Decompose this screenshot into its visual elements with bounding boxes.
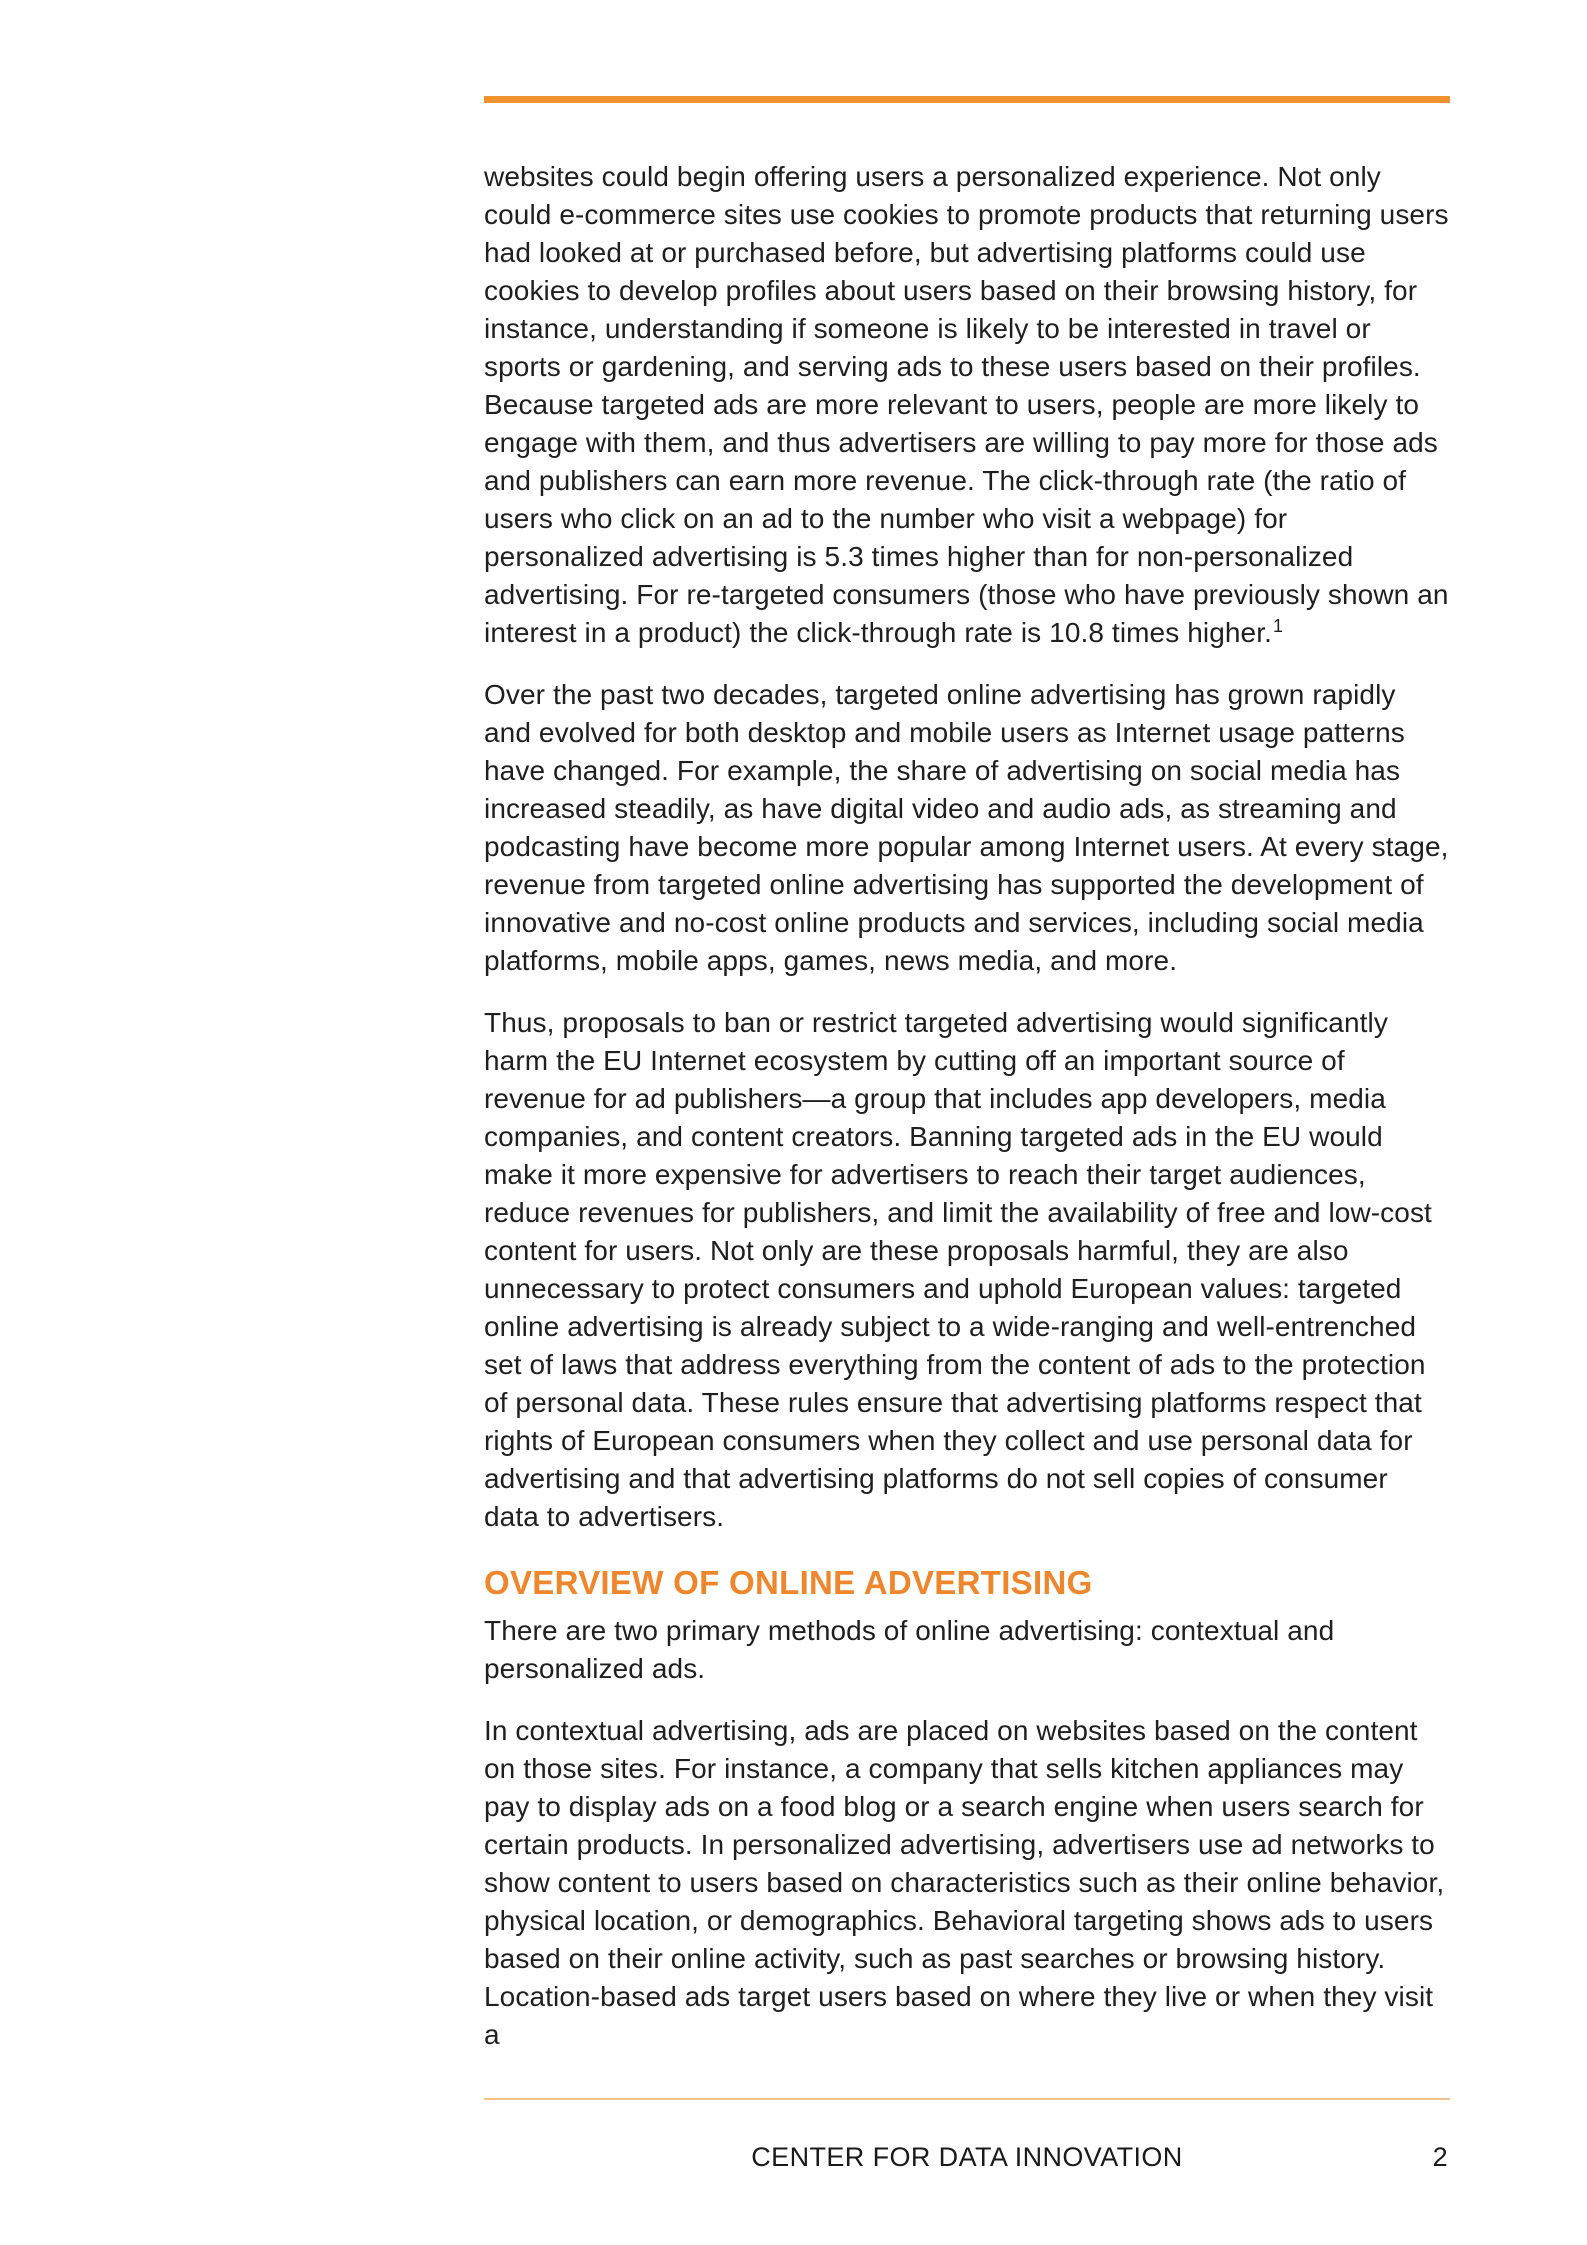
paragraph-growth: Over the past two decades, targeted online advertising has grown rapidly and evolved for both desktop and mobile users as Internet usage patterns have changed. For example, the share of advertising on social media has increased steadily, as have digital video and audio ads, as streaming and podcasting have become more popular among Internet users. At every stage, revenue from targeted online advertising has supported the development of innovative and no-cost online products and services, including social media platforms, mobile apps, games, news media, and more. — [484, 679, 1449, 976]
footer-rule — [484, 2098, 1450, 2100]
page-footer — [484, 2098, 1450, 2173]
footnote-reference: 1 — [1272, 615, 1284, 636]
paragraph-text: websites could begin offering users a personalized experience. Not only could e-commerce sites use cookies to promote products that returning users had looked at or purchased before, but advertising platforms could use cookies to develop profiles about users based on their browsing history, for instance, understanding if someone is likely to be interested in travel or sports or gardening, and serving ads to these users based on their profiles. Because targeted ads are more relevant to users, people are more likely to engage with them, and thus advertisers are willing to pay more for those ads and publishers can earn more revenue. The click-through rate (the ratio of users who click on an ad to the number who visit a webpage) for personalized advertising is 5.3 times higher than for non-personalized advertising. For re-targeted consumers (those who have previously shown an interest in a product) the click-through rate is 10.8 times higher. — [484, 161, 1449, 648]
paragraph-intro — [484, 158, 1450, 652]
footer-title: CENTER FOR DATA INNOVATION — [751, 2142, 1183, 2172]
paragraph-contextual: In contextual advertising, ads are placed on websites based on the content on those sites. For instance, a company that sells kitchen appliances may pay to display ads on a food blog or a search engine when users search for certain products. In personalized advertising, advertisers use ad networks to show content to users based on characteristics such as their online behavior, physical location, or demographics. Behavioral targeting shows ads to users based on their online activity, such as past searches or browsing history. Location-based ads target users based on where they live or when they visit a — [484, 1715, 1445, 2050]
section-heading-overview: OVERVIEW OF ONLINE ADVERTISING — [484, 1564, 1093, 1601]
top-rule — [484, 96, 1450, 103]
paragraph-methods: There are two primary methods of online advertising: contextual and personalized ads. — [484, 1615, 1335, 1684]
page-content — [484, 158, 1450, 2078]
footer-row — [484, 2142, 1450, 2173]
paragraph-proposals: Thus, proposals to ban or restrict targeted advertising would significantly harm the EU Internet ecosystem by cutting off an important source of revenue for ad publishers—a group that includes app developers, media companies, and content creators. Banning targeted ads in the EU would make it more expensive for advertisers to reach their target audiences, reduce revenues for publishers, and limit the availability of free and low-cost content for users. Not only are these proposals harmful, they are also unnecessary to protect consumers and uphold European values: targeted online advertising is already subject to a wide-ranging and well-entrenched set of laws that address everything from the content of ads to the protection of personal data. These rules ensure that advertising platforms respect that rights of European consumers when they collect and use personal data for advertising and that advertising platforms do not sell copies of consumer data to advertisers. — [484, 1007, 1432, 1532]
page-number: 2 — [1432, 2142, 1448, 2172]
